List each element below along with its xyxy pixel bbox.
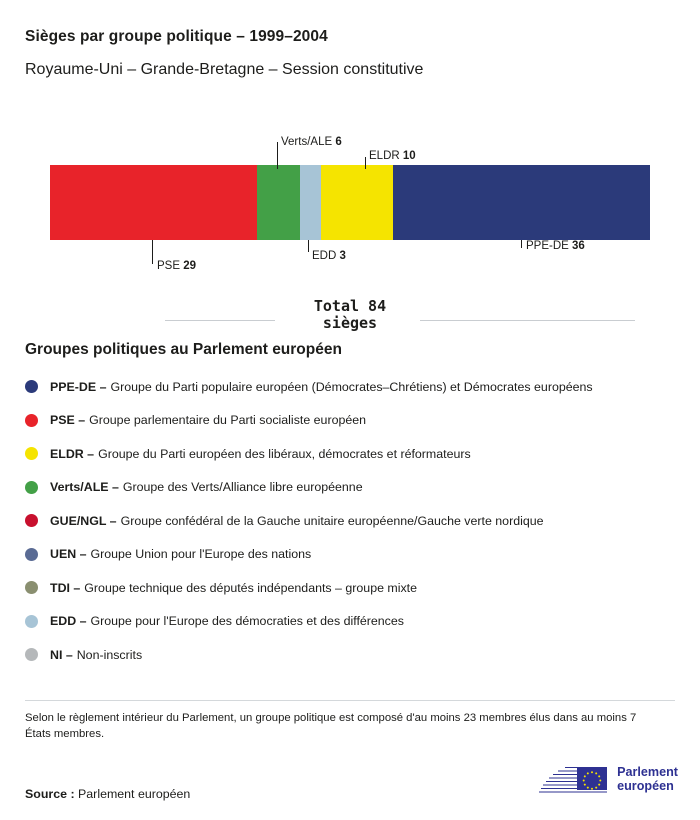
bar-label-edd: EDD 3 [312,250,346,262]
leader-line-pse [152,240,153,264]
bar-segment-edd[interactable] [300,165,321,240]
total-seats [0,298,700,333]
page-title: Sièges par groupe politique – 1999–2004 [25,28,328,46]
legend-list [25,370,680,672]
legend-title: Groupes politiques au Parlement européen [25,341,342,358]
legend-color-dot-gue-ngl [25,514,38,527]
total-seats-line1: Total 84 [313,297,387,315]
legend-abbr-ppe-de: PPE-DE – [50,379,107,394]
source-line [25,787,190,801]
legend-desc-uen: Groupe Union pour l'Europe des nations [90,547,312,562]
source-label: Source : [25,787,75,801]
legend-desc-ni: Non-inscrits [76,647,143,662]
legend-desc-gue-ngl: Groupe confédéral de la Gauche unitaire européenne/Gauche verte nordique [120,513,544,528]
legend-desc-ppe-de: Groupe du Parti populaire européen (Démocrates–Chrétiens) et Démocrates européens [110,379,593,394]
legend-color-dot-uen [25,548,38,561]
leader-line-verts-ale [277,142,278,169]
bar-segment-ppe-de[interactable] [393,165,650,240]
legend-item-ppe-de[interactable] [25,370,680,404]
legend-color-dot-ni [25,648,38,661]
legend-desc-edd: Groupe pour l'Europe des démocraties et des différences [90,614,404,629]
ep-logo-line2: européen [617,779,674,793]
total-rule-right [420,320,635,321]
total-seats-text [304,298,396,332]
legend-item-pse[interactable] [25,404,680,438]
legend-abbr-uen: UEN – [50,547,87,562]
legend-desc-verts-ale: Groupe des Verts/Alliance libre européenne [122,480,363,495]
legend-abbr-gue-ngl: GUE/NGL – [50,513,117,528]
legend-color-dot-ppe-de [25,380,38,393]
bar-segment-verts-ale[interactable] [257,165,300,240]
bar-label-ppe-de: PPE-DE 36 [526,240,585,252]
bar-segment-eldr[interactable] [321,165,392,240]
legend-item-verts-ale[interactable] [25,471,680,505]
stacked-bar [50,165,650,240]
legend-abbr-pse: PSE – [50,413,86,428]
page-subtitle: Royaume-Uni – Grande-Bretagne – Session constitutive [25,61,424,79]
legend-desc-pse: Groupe parlementaire du Parti socialiste européen [89,413,367,428]
european-parliament-logo [537,762,678,796]
leader-line-edd [308,240,309,252]
source-value: Parlement européen [78,787,191,801]
legend-abbr-eldr: ELDR – [50,446,95,461]
ep-logo-line1: Parlement [617,765,678,779]
footer-divider [25,700,675,701]
legend-abbr-tdi: TDI – [50,580,81,595]
legend-abbr-ni: NI – [50,647,73,662]
legend-color-dot-tdi [25,581,38,594]
legend-color-dot-eldr [25,447,38,460]
leader-line-ppe-de [521,240,522,248]
legend-abbr-verts-ale: Verts/ALE – [50,480,119,495]
legend-abbr-edd: EDD – [50,614,87,629]
leader-line-eldr [365,157,366,169]
total-seats-line2: sièges [322,314,378,332]
legend-color-dot-pse [25,414,38,427]
legend-item-gue-ngl[interactable] [25,504,680,538]
ep-emblem-icon [537,762,609,796]
bar-segment-pse[interactable] [50,165,257,240]
legend-desc-eldr: Groupe du Parti européen des libéraux, démocrates et réformateurs [98,446,471,461]
legend-color-dot-edd [25,615,38,628]
legend-item-ni[interactable] [25,638,680,672]
legend-item-uen[interactable] [25,538,680,572]
bar-label-pse: PSE 29 [157,260,197,272]
bar-label-verts-ale: Verts/ALE 6 [281,136,342,148]
legend-desc-tdi: Groupe technique des députés indépendants – groupe mixte [84,580,418,595]
ep-logo-text [617,765,678,793]
legend-item-edd[interactable] [25,605,680,639]
footer-note: Selon le règlement intérieur du Parlement, un groupe politique est composé d'au moins 23 membres élus dans au moins 7 États membres. [25,712,637,740]
total-rule-left [165,320,275,321]
legend-color-dot-verts-ale [25,481,38,494]
legend-item-tdi[interactable] [25,571,680,605]
seats-bar-chart [0,120,700,290]
bar-label-eldr: ELDR 10 [369,150,416,162]
legend-item-eldr[interactable] [25,437,680,471]
